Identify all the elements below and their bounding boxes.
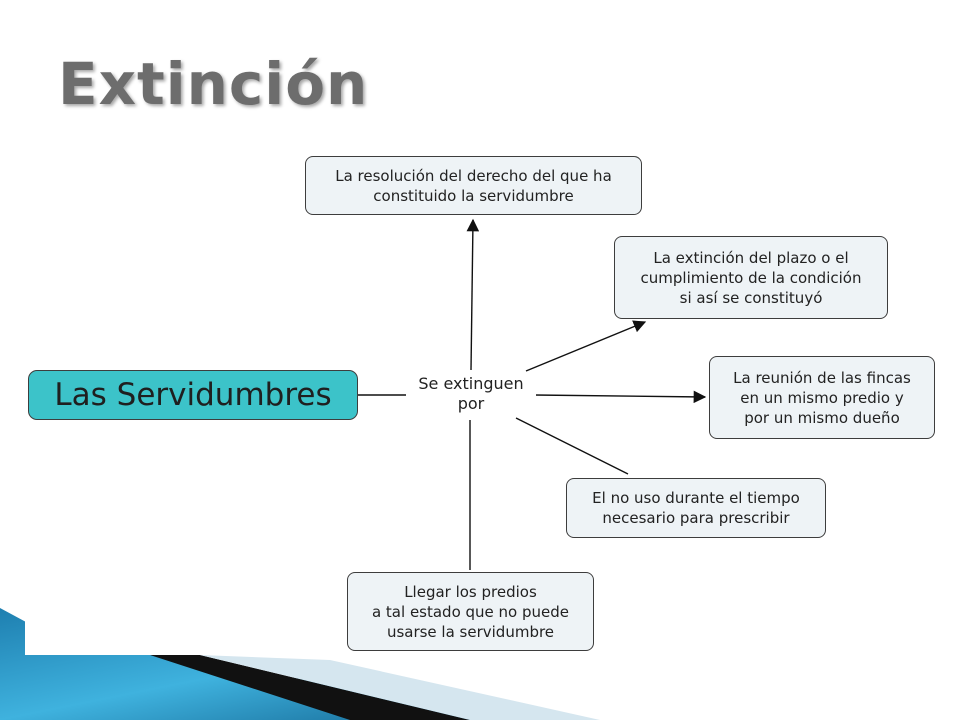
node-reunion: La reunión de las fincas en un mismo predio y por un mismo dueño: [709, 356, 935, 439]
arrow-to-resolucion: [471, 220, 473, 370]
line-to-no-uso: [516, 418, 628, 474]
arrow-to-reunion: [534, 395, 705, 397]
slide-title: Extinción: [58, 50, 369, 118]
main-concept-node: Las Servidumbres: [28, 370, 358, 420]
node-no-uso: El no uso durante el tiempo necesario para prescribir: [566, 478, 826, 538]
arrow-to-plazo: [526, 322, 645, 371]
node-plazo: La extinción del plazo o el cumplimiento de la condición si así se constituyó: [614, 236, 888, 319]
linking-phrase: Se extinguen por: [406, 374, 536, 414]
node-resolucion: La resolución del derecho del que ha constituido la servidumbre: [305, 156, 642, 215]
node-predios: Llegar los predios a tal estado que no puede usarse la servidumbre: [347, 572, 594, 651]
